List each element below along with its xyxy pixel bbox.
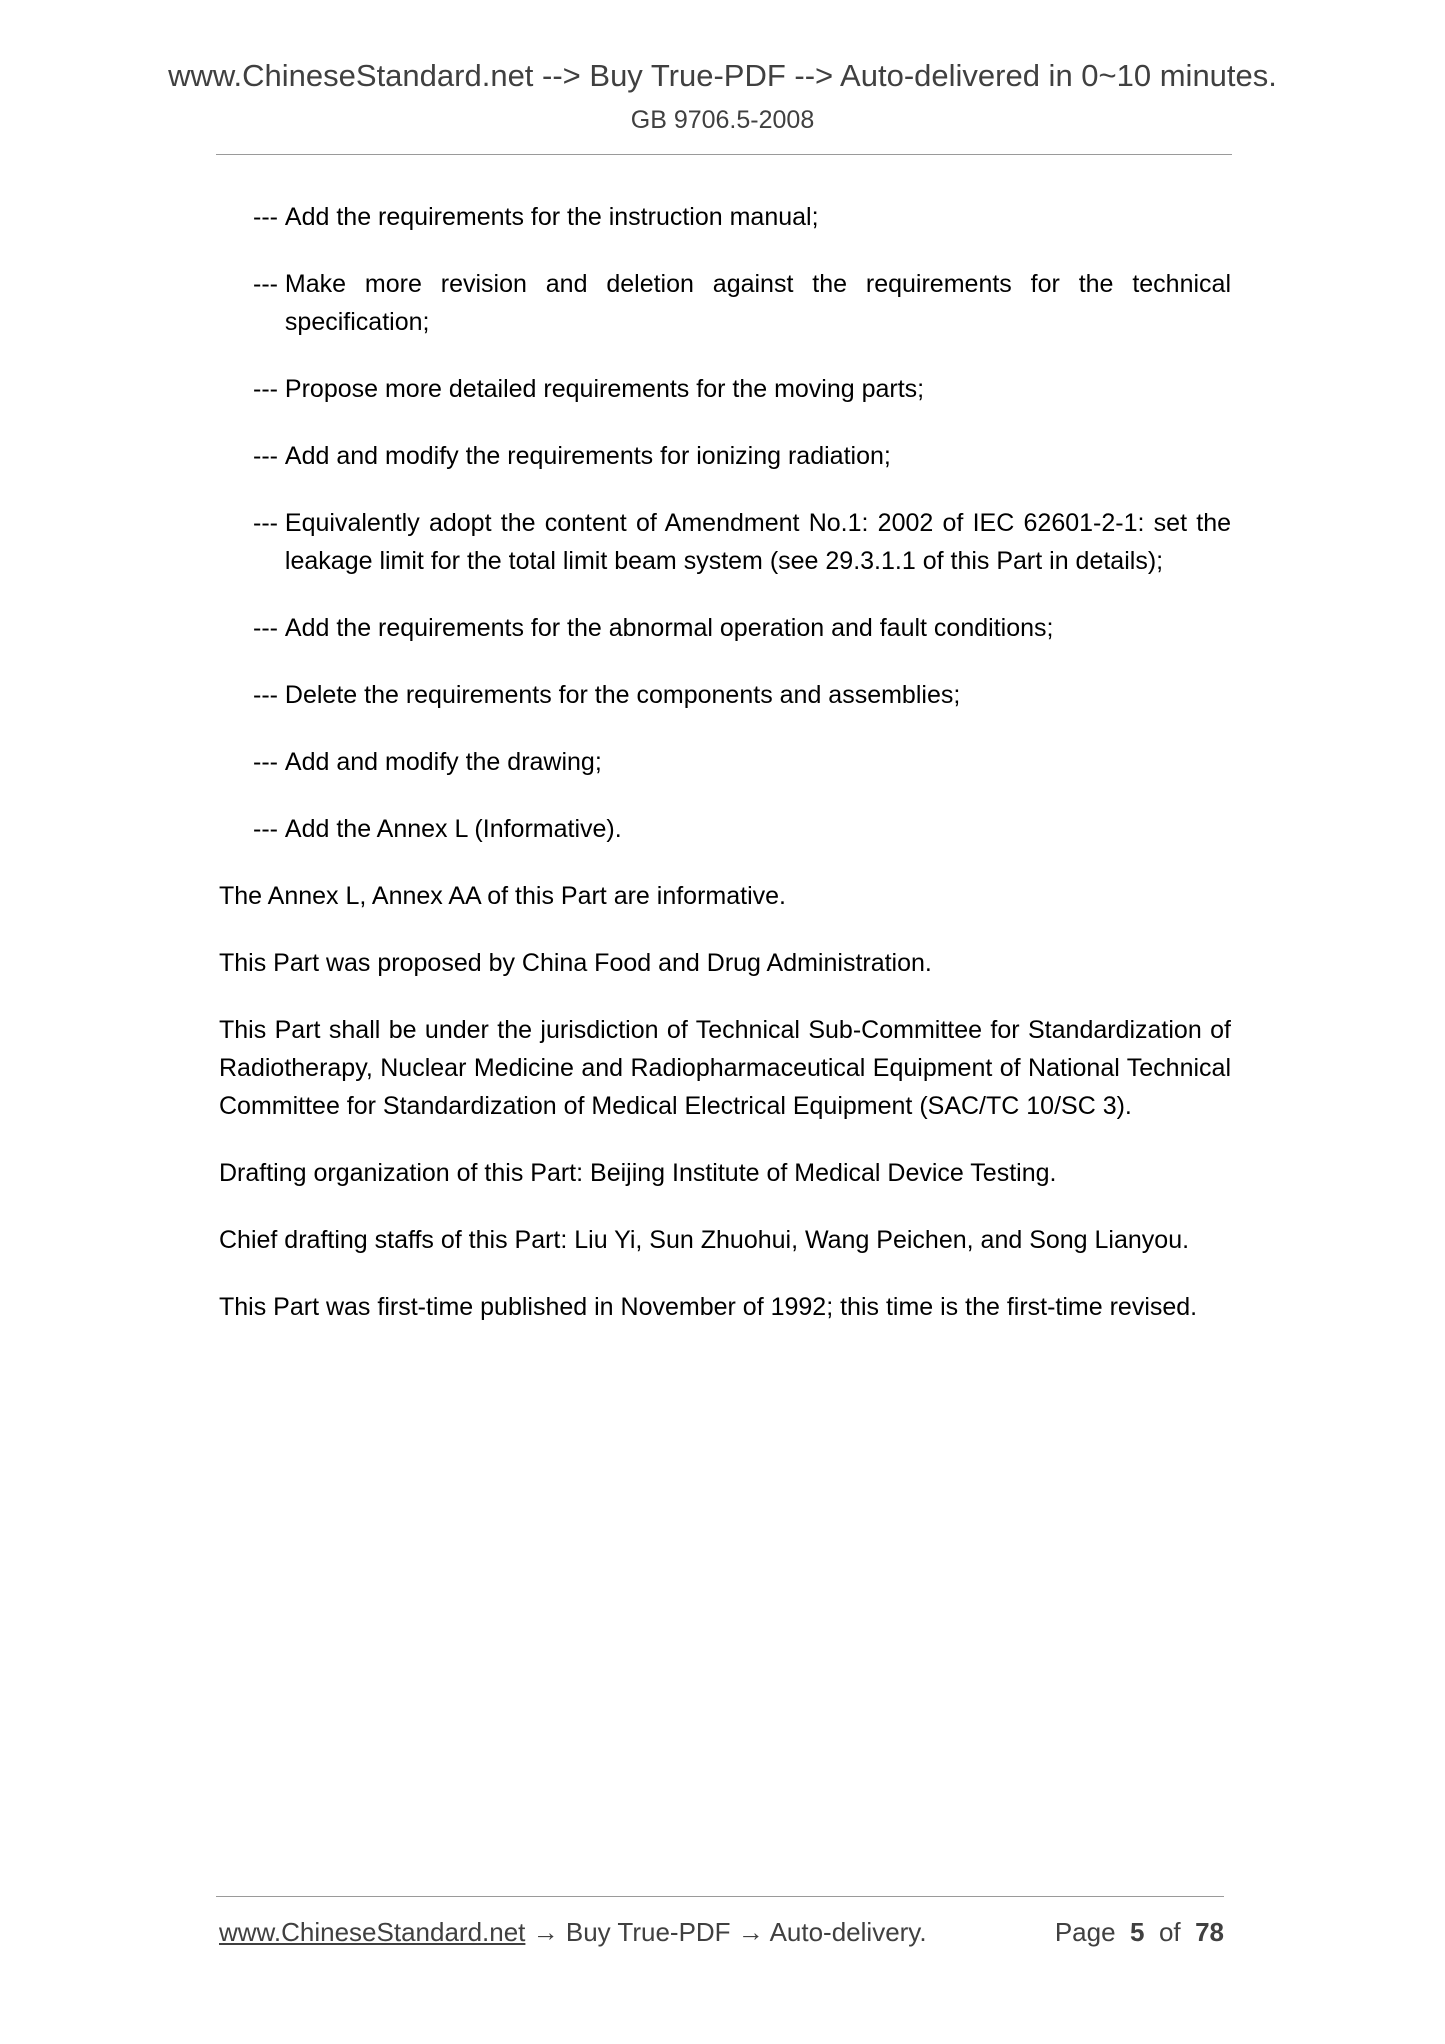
list-item-text: Add and modify the requirements for ionizing radiation; xyxy=(284,442,891,470)
list-item xyxy=(253,676,1231,714)
footer-left xyxy=(219,1914,927,1950)
footer-site-link[interactable]: www.ChineseStandard.net xyxy=(219,1917,526,1947)
list-item xyxy=(253,504,1231,580)
document-body xyxy=(219,198,1231,1355)
list-dash: --- xyxy=(253,509,285,537)
publication-history-paragraph: This Part was first-time published in November of 1992; this time is the first-time revised. xyxy=(219,1293,1198,1321)
annex-paragraph: The Annex L, Annex AA of this Part are informative. xyxy=(219,882,786,910)
list-dash: --- xyxy=(253,815,285,843)
proposed-by-paragraph: This Part was proposed by China Food and Drug Administration. xyxy=(219,949,932,977)
list-item-text: Delete the requirements for the components and assemblies; xyxy=(284,681,961,709)
list-item-text: Propose more detailed requirements for the moving parts; xyxy=(284,375,925,403)
list-dash: --- xyxy=(253,203,285,231)
of-label: of xyxy=(1158,1917,1181,1947)
list-dash: --- xyxy=(253,748,285,776)
list-item xyxy=(253,265,1231,341)
list-dash: --- xyxy=(253,614,285,642)
header-divider xyxy=(216,154,1232,155)
jurisdiction-paragraph: This Part shall be under the jurisdiction of Technical Sub-Committee for Standardization of Radiotherapy, Nuclear Medicine and Radiopharmaceutical Equipment of National Technical Committee for Standardization of Medical Electrical Equipment (SAC/TC 10/SC 3). xyxy=(219,1016,1231,1120)
list-item xyxy=(253,198,1231,236)
page-footer xyxy=(219,1914,1224,1950)
standard-code: GB 9706.5-2008 xyxy=(630,106,815,134)
list-dash: --- xyxy=(253,442,285,470)
list-item xyxy=(253,370,1231,408)
footer-tagline: → Buy True-PDF → Auto-delivery. xyxy=(525,1917,927,1947)
list-item-text: Add the Annex L (Informative). xyxy=(284,815,622,843)
list-item-text: Equivalently adopt the content of Amendment No.1: 2002 of IEC 62601-2-1: set the leakage limit for the total limit beam system (see 29.3.1.1 of this Part in details); xyxy=(284,509,1231,575)
list-dash: --- xyxy=(253,681,285,709)
list-item xyxy=(253,609,1231,647)
page-total: 78 xyxy=(1195,1917,1224,1947)
list-item-text: Add and modify the drawing; xyxy=(284,748,602,776)
drafting-organization-paragraph: Drafting organization of this Part: Beijing Institute of Medical Device Testing. xyxy=(219,1159,1057,1187)
page-label: Page xyxy=(1054,1917,1116,1947)
page-indicator xyxy=(1055,1914,1224,1950)
chief-drafting-staff-paragraph: Chief drafting staffs of this Part: Liu Yi, Sun Zhuohui, Wang Peichen, and Song Lianyou. xyxy=(219,1226,1190,1254)
page-number: 5 xyxy=(1130,1917,1145,1947)
list-dash: --- xyxy=(253,375,285,403)
list-dash: --- xyxy=(253,270,285,298)
list-item-text: Add the requirements for the abnormal operation and fault conditions; xyxy=(284,614,1054,642)
footer-divider xyxy=(216,1896,1224,1897)
list-item xyxy=(253,810,1231,848)
list-item xyxy=(253,743,1231,781)
list-item xyxy=(253,437,1231,475)
list-item-text: Make more revision and deletion against the requirements for the technical specification; xyxy=(284,270,1231,336)
list-item-text: Add the requirements for the instruction manual; xyxy=(284,203,819,231)
header-banner: www.ChineseStandard.net --> Buy True-PDF --> Auto-delivered in 0~10 minutes. xyxy=(168,58,1277,93)
